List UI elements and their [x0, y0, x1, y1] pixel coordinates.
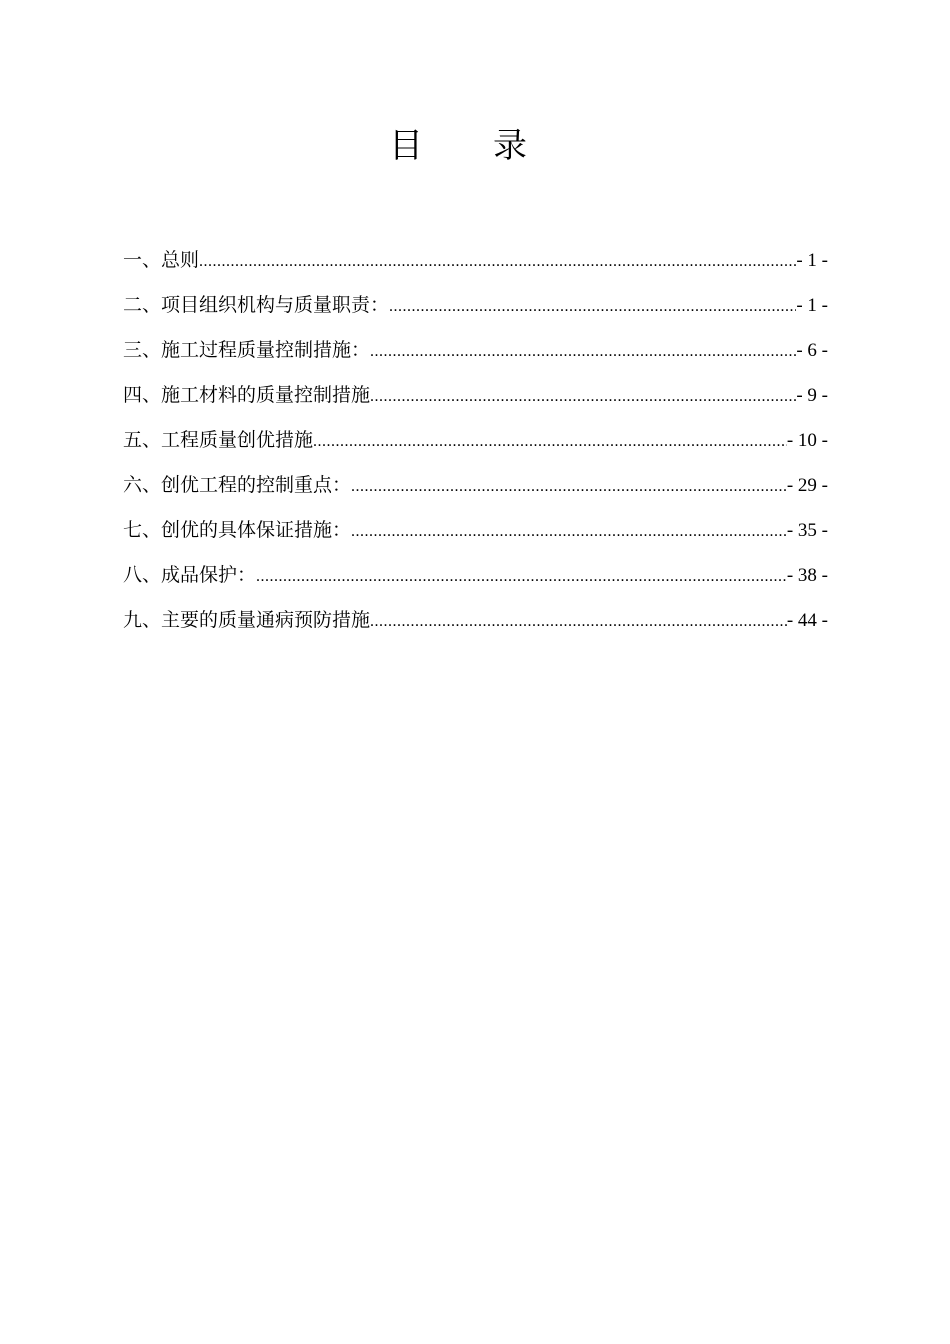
toc-dot-leader: [199, 239, 796, 284]
toc-dot-leader: [313, 419, 787, 464]
toc-entry-6[interactable]: [123, 463, 828, 508]
toc-title-char: 录: [493, 126, 527, 166]
toc-entry-5[interactable]: [123, 418, 828, 463]
toc-entry-4[interactable]: [123, 373, 828, 418]
toc-entry-label: 六、创优工程的控制重点：: [123, 474, 352, 496]
toc-dot-leader: [370, 374, 796, 419]
toc-dot-leader: [351, 509, 787, 554]
toc-title-char: 目: [389, 126, 423, 166]
toc-list: [123, 238, 828, 643]
toc-entry-label: 八、成品保护：: [123, 564, 257, 586]
toc-entry-label: 九、主要的质量通病预防措施: [123, 609, 371, 631]
toc-entry-page: - 38 -: [786, 565, 828, 586]
toc-entry-page: - 1 -: [796, 295, 828, 316]
toc-entry-page: - 35 -: [786, 520, 828, 541]
toc-entry-page: - 29 -: [786, 475, 828, 496]
toc-entry-1[interactable]: [123, 238, 828, 283]
toc-dot-leader: [370, 329, 796, 374]
toc-entry-page: - 6 -: [796, 340, 828, 361]
toc-entry-9[interactable]: [123, 598, 828, 643]
toc-entry-7[interactable]: [123, 508, 828, 553]
toc-title: [0, 122, 916, 170]
toc-entry-label: 四、施工材料的质量控制措施: [123, 384, 371, 406]
toc-entry-2[interactable]: [123, 283, 828, 328]
toc-dot-leader: [351, 464, 787, 509]
toc-entry-page: - 1 -: [796, 250, 828, 271]
toc-dot-leader: [370, 599, 787, 644]
toc-entry-label: 二、项目组织机构与质量职责：: [123, 294, 390, 316]
toc-entry-page: - 10 -: [786, 430, 828, 451]
toc-entry-8[interactable]: [123, 553, 828, 598]
toc-entry-label: 三、施工过程质量控制措施：: [123, 339, 371, 361]
toc-dot-leader: [256, 554, 787, 599]
toc-entry-label: 一、总则: [123, 249, 200, 271]
toc-entry-3[interactable]: [123, 328, 828, 373]
toc-entry-label: 五、工程质量创优措施: [123, 429, 314, 451]
toc-entry-page: - 9 -: [796, 385, 828, 406]
toc-dot-leader: [389, 284, 796, 329]
toc-entry-label: 七、创优的具体保证措施：: [123, 519, 352, 541]
toc-entry-page: - 44 -: [786, 610, 828, 631]
